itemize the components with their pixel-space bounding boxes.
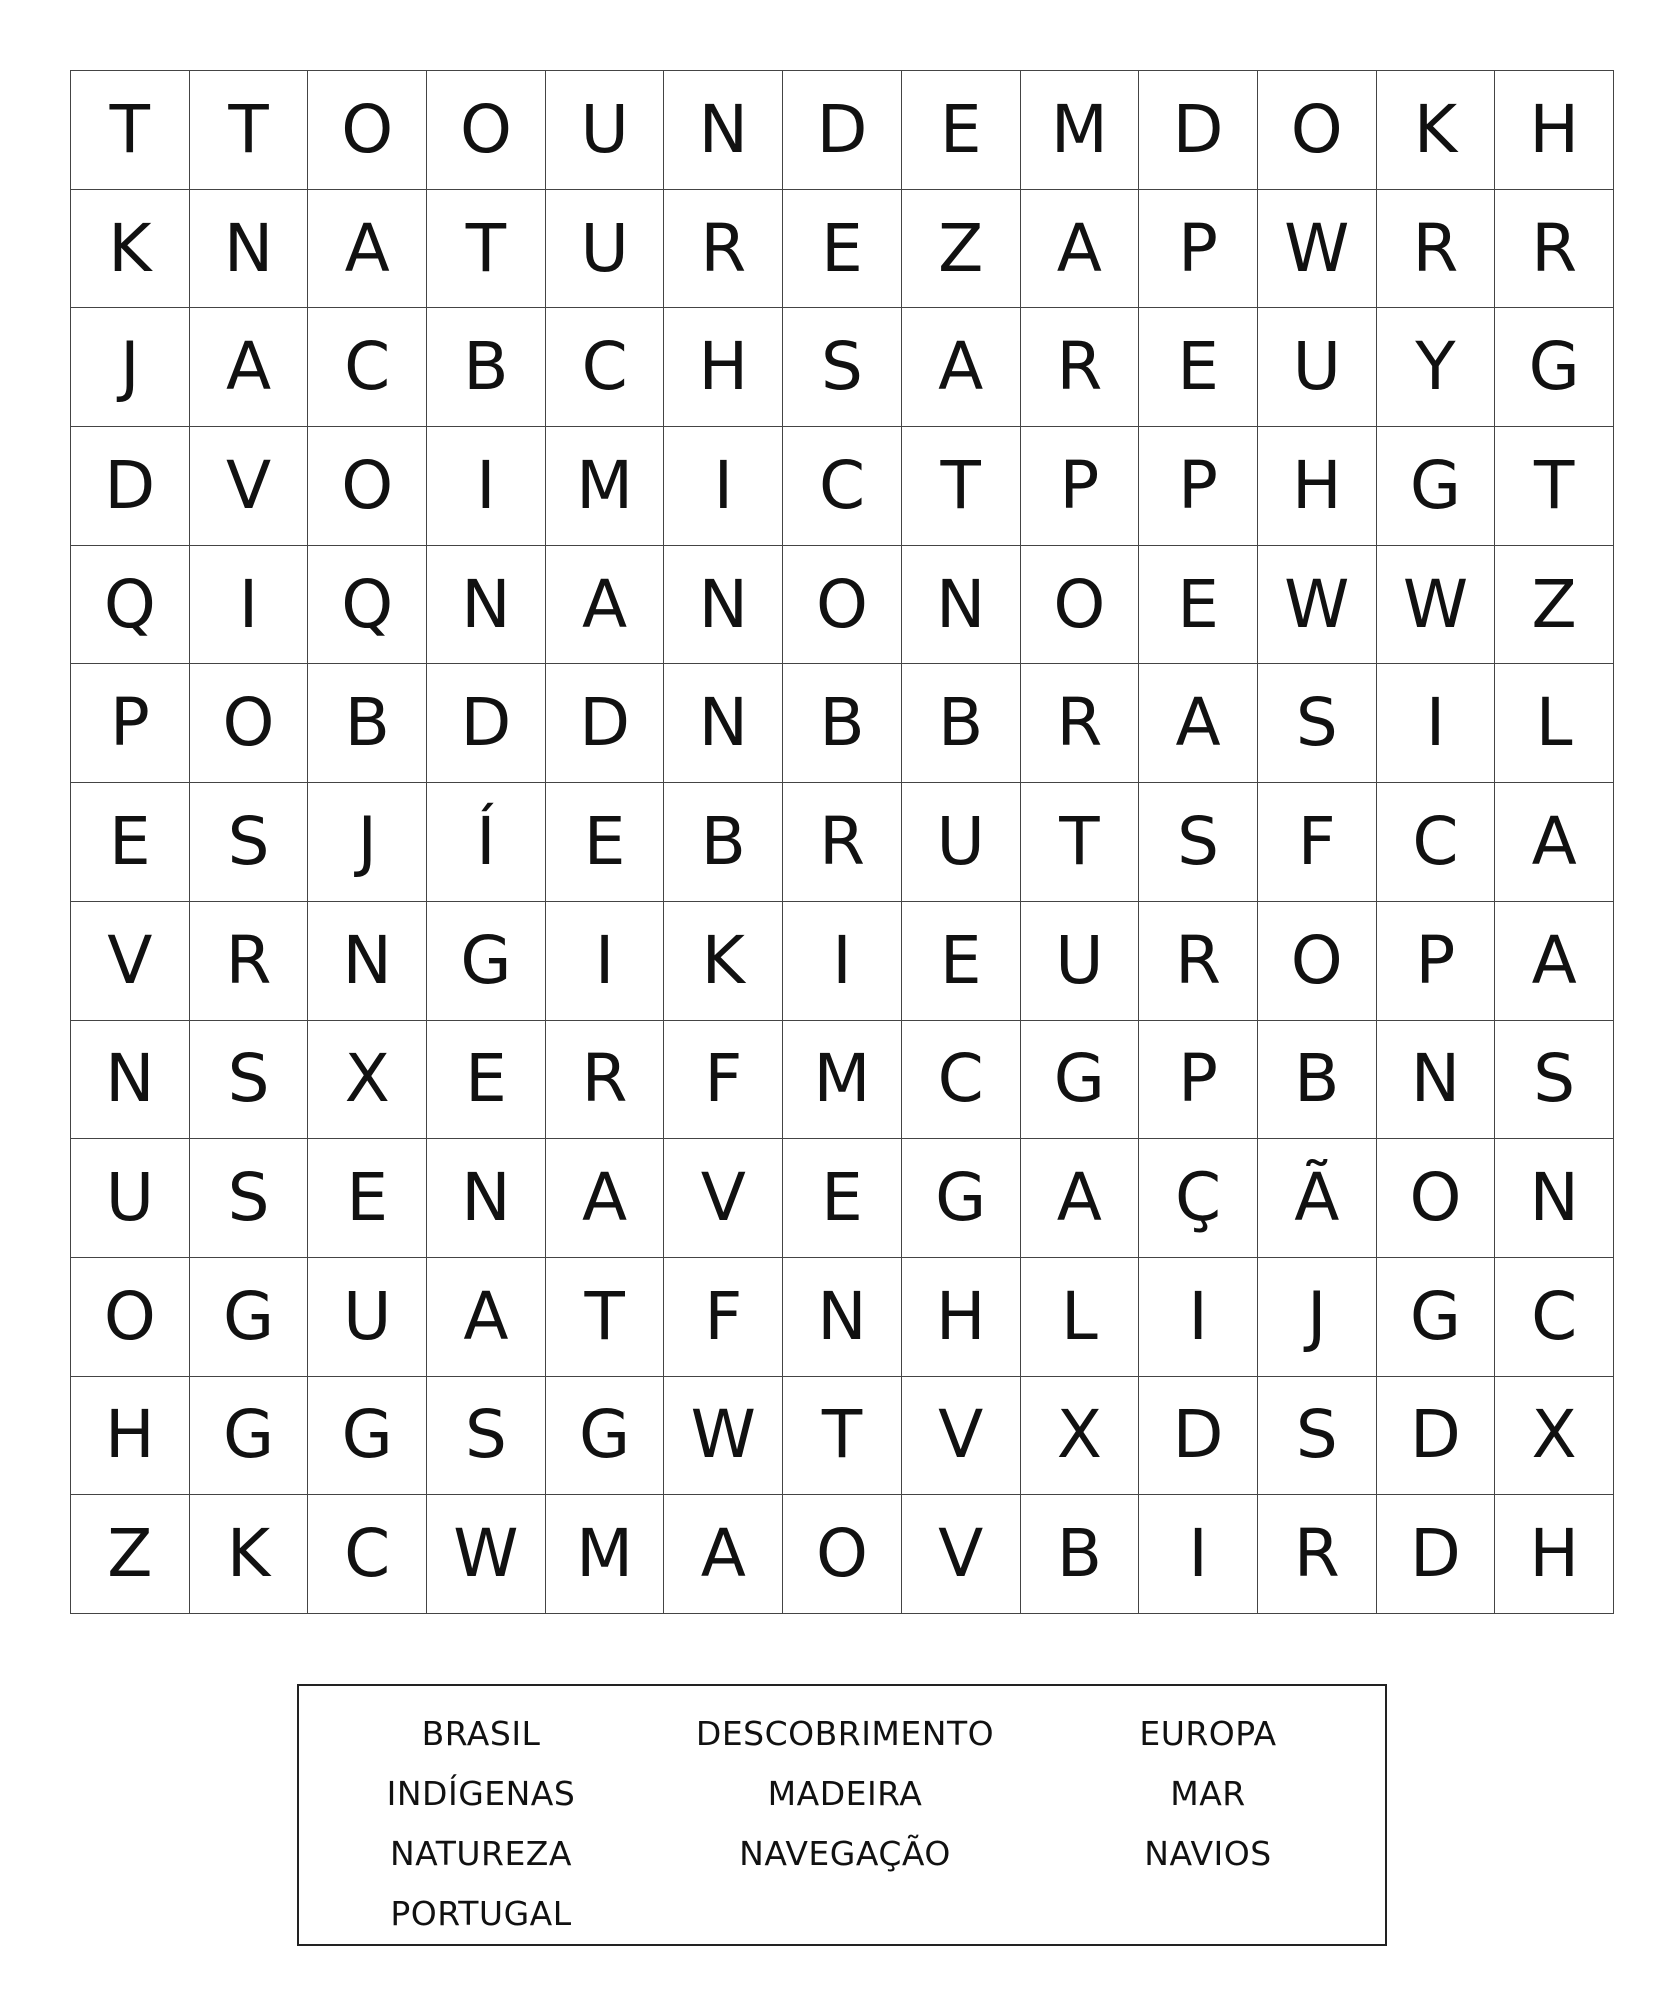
grid-cell[interactable]: S [190, 1139, 309, 1258]
grid-cell[interactable]: C [308, 308, 427, 427]
word-item: BRASIL [421, 1714, 541, 1753]
grid-cell[interactable]: N [664, 71, 783, 190]
grid-cell[interactable]: B [427, 308, 546, 427]
grid-cell[interactable]: C [546, 308, 665, 427]
grid-cell[interactable]: I [783, 902, 902, 1021]
grid-cell[interactable]: C [308, 1495, 427, 1614]
grid-cell[interactable]: B [1021, 1495, 1140, 1614]
grid-cell[interactable]: E [783, 1139, 902, 1258]
grid-cell[interactable]: O [71, 1258, 190, 1377]
grid-cell[interactable]: B [1258, 1021, 1377, 1140]
grid-cell[interactable]: G [902, 1139, 1021, 1258]
grid-cell[interactable]: F [664, 1258, 783, 1377]
grid-cell[interactable]: A [1495, 783, 1614, 902]
grid-cell[interactable]: Q [308, 546, 427, 665]
grid-cell[interactable]: A [1139, 664, 1258, 783]
grid-cell[interactable]: T [902, 427, 1021, 546]
word-item: NAVIOS [1144, 1834, 1272, 1873]
grid-cell[interactable]: S [1495, 1021, 1614, 1140]
grid-cell[interactable]: G [308, 1377, 427, 1496]
grid-cell[interactable]: Z [71, 1495, 190, 1614]
grid-cell[interactable]: U [546, 190, 665, 309]
grid-cell[interactable]: Ã [1258, 1139, 1377, 1258]
grid-cell[interactable]: R [664, 190, 783, 309]
grid-cell[interactable]: N [902, 546, 1021, 665]
grid-cell[interactable]: E [1139, 546, 1258, 665]
grid-cell[interactable]: U [308, 1258, 427, 1377]
grid-cell[interactable]: N [190, 190, 309, 309]
grid-cell[interactable]: T [190, 71, 309, 190]
grid-cell[interactable]: T [1021, 783, 1140, 902]
grid-cell[interactable]: E [308, 1139, 427, 1258]
grid-cell[interactable]: T [783, 1377, 902, 1496]
grid-cell[interactable]: J [71, 308, 190, 427]
grid-cell[interactable]: R [1021, 664, 1140, 783]
grid-cell[interactable]: B [902, 664, 1021, 783]
grid-cell[interactable]: A [1021, 190, 1140, 309]
grid-cell[interactable]: R [1377, 190, 1496, 309]
grid-cell[interactable]: X [308, 1021, 427, 1140]
grid-cell[interactable]: D [427, 664, 546, 783]
grid-cell[interactable]: U [902, 783, 1021, 902]
grid-cell[interactable]: O [1258, 71, 1377, 190]
grid-cell[interactable]: A [1021, 1139, 1140, 1258]
grid-cell[interactable]: A [427, 1258, 546, 1377]
grid-cell[interactable]: A [546, 1139, 665, 1258]
grid-cell[interactable]: S [427, 1377, 546, 1496]
grid-cell[interactable]: F [664, 1021, 783, 1140]
grid-cell[interactable]: N [1377, 1021, 1496, 1140]
grid-cell[interactable]: I [1139, 1495, 1258, 1614]
grid-cell[interactable]: K [1377, 71, 1496, 190]
grid-cell[interactable]: A [308, 190, 427, 309]
grid-cell[interactable]: H [1495, 71, 1614, 190]
grid-cell[interactable]: R [1139, 902, 1258, 1021]
grid-cell[interactable]: G [1377, 1258, 1496, 1377]
grid-cell[interactable]: N [1495, 1139, 1614, 1258]
grid-cell[interactable]: G [190, 1258, 309, 1377]
grid-cell[interactable]: P [71, 664, 190, 783]
grid-cell[interactable]: G [546, 1377, 665, 1496]
word-item: MADEIRA [767, 1774, 923, 1813]
letter-grid [70, 70, 1614, 1614]
grid-cell[interactable]: N [71, 1021, 190, 1140]
grid-cell[interactable]: H [1495, 1495, 1614, 1614]
grid-cell[interactable]: G [1021, 1021, 1140, 1140]
grid-cell[interactable]: B [664, 783, 783, 902]
grid-cell[interactable]: N [783, 1258, 902, 1377]
grid-cell[interactable]: D [71, 427, 190, 546]
grid-cell[interactable]: Z [1495, 546, 1614, 665]
grid-cell[interactable]: I [427, 427, 546, 546]
grid-cell[interactable]: V [902, 1495, 1021, 1614]
grid-cell[interactable]: T [1495, 427, 1614, 546]
grid-cell[interactable]: Q [71, 546, 190, 665]
word-item: EUROPA [1139, 1714, 1277, 1753]
grid-cell[interactable]: O [427, 71, 546, 190]
word-item: NATUREZA [390, 1834, 572, 1873]
word-item: NAVEGAÇÃO [739, 1834, 951, 1873]
grid-cell[interactable]: U [1258, 308, 1377, 427]
grid-cell[interactable]: R [783, 783, 902, 902]
grid-cell[interactable]: K [190, 1495, 309, 1614]
grid-cell[interactable]: A [190, 308, 309, 427]
grid-cell[interactable]: R [546, 1021, 665, 1140]
grid-cell[interactable]: E [546, 783, 665, 902]
grid-cell[interactable]: O [1258, 902, 1377, 1021]
grid-cell[interactable]: D [1139, 1377, 1258, 1496]
grid-cell[interactable]: S [1258, 664, 1377, 783]
grid-cell[interactable]: V [190, 427, 309, 546]
word-item: PORTUGAL [390, 1894, 572, 1933]
grid-cell[interactable]: O [1377, 1139, 1496, 1258]
grid-cell[interactable]: N [427, 1139, 546, 1258]
grid-cell[interactable]: R [190, 902, 309, 1021]
grid-cell[interactable]: Z [902, 190, 1021, 309]
grid-cell[interactable]: G [1377, 427, 1496, 546]
grid-cell[interactable]: X [1495, 1377, 1614, 1496]
grid-cell[interactable]: S [190, 1021, 309, 1140]
grid-cell[interactable]: D [783, 71, 902, 190]
grid-cell[interactable]: H [1258, 427, 1377, 546]
grid-cell[interactable]: W [1258, 546, 1377, 665]
grid-cell[interactable]: M [783, 1021, 902, 1140]
grid-cell[interactable]: W [1377, 546, 1496, 665]
grid-cell[interactable]: I [546, 902, 665, 1021]
word-column-3 [1028, 1704, 1388, 1884]
grid-cell[interactable]: S [783, 308, 902, 427]
grid-cell[interactable]: P [1139, 190, 1258, 309]
grid-cell[interactable]: J [308, 783, 427, 902]
grid-cell[interactable]: U [71, 1139, 190, 1258]
grid-cell[interactable]: F [1258, 783, 1377, 902]
grid-cell[interactable]: W [427, 1495, 546, 1614]
grid-cell[interactable]: P [1139, 427, 1258, 546]
grid-cell[interactable]: Ç [1139, 1139, 1258, 1258]
grid-cell[interactable]: H [664, 308, 783, 427]
grid-cell[interactable]: P [1377, 902, 1496, 1021]
grid-cell[interactable]: D [1139, 71, 1258, 190]
grid-cell[interactable]: E [1139, 308, 1258, 427]
grid-cell[interactable]: M [1021, 71, 1140, 190]
grid-cell[interactable]: N [308, 902, 427, 1021]
word-column-1 [301, 1704, 661, 1944]
grid-cell[interactable]: P [1021, 427, 1140, 546]
grid-cell[interactable]: K [664, 902, 783, 1021]
grid-cell[interactable]: W [664, 1377, 783, 1496]
grid-cell[interactable]: A [1495, 902, 1614, 1021]
grid-cell[interactable]: I [190, 546, 309, 665]
grid-cell[interactable]: R [1258, 1495, 1377, 1614]
grid-cell[interactable]: O [783, 546, 902, 665]
grid-cell[interactable]: R [1495, 190, 1614, 309]
grid-cell[interactable]: B [308, 664, 427, 783]
grid-cell[interactable]: A [664, 1495, 783, 1614]
grid-cell[interactable]: L [1021, 1258, 1140, 1377]
grid-cell[interactable]: X [1021, 1377, 1140, 1496]
grid-cell[interactable]: N [427, 546, 546, 665]
grid-cell[interactable]: B [783, 664, 902, 783]
grid-cell[interactable]: E [902, 71, 1021, 190]
grid-cell[interactable]: D [1377, 1495, 1496, 1614]
grid-cell[interactable]: Y [1377, 308, 1496, 427]
grid-cell[interactable]: I [1377, 664, 1496, 783]
grid-cell[interactable]: G [427, 902, 546, 1021]
grid-cell[interactable]: R [1021, 308, 1140, 427]
grid-cell[interactable]: I [664, 427, 783, 546]
grid-cell[interactable]: J [1258, 1258, 1377, 1377]
grid-cell[interactable]: D [1377, 1377, 1496, 1496]
grid-cell[interactable]: P [1139, 1021, 1258, 1140]
word-item: DESCOBRIMENTO [695, 1714, 995, 1753]
grid-cell[interactable]: T [546, 1258, 665, 1377]
grid-cell[interactable]: O [308, 71, 427, 190]
grid-cell[interactable]: Í [427, 783, 546, 902]
grid-cell[interactable]: N [664, 546, 783, 665]
word-list-box [297, 1684, 1387, 1946]
grid-cell[interactable]: E [71, 783, 190, 902]
grid-cell[interactable]: E [783, 190, 902, 309]
grid-cell[interactable]: T [427, 190, 546, 309]
grid-cell[interactable]: U [546, 71, 665, 190]
grid-cell[interactable]: E [427, 1021, 546, 1140]
grid-cell[interactable]: C [1495, 1258, 1614, 1377]
grid-cell[interactable]: G [190, 1377, 309, 1496]
grid-cell[interactable]: I [1139, 1258, 1258, 1377]
grid-cell[interactable]: O [308, 427, 427, 546]
grid-cell[interactable]: L [1495, 664, 1614, 783]
grid-cell[interactable]: S [1139, 783, 1258, 902]
grid-cell[interactable]: K [71, 190, 190, 309]
word-column-2 [665, 1704, 1025, 1884]
grid-cell[interactable]: D [546, 664, 665, 783]
grid-cell[interactable]: S [1258, 1377, 1377, 1496]
word-item: INDÍGENAS [386, 1774, 576, 1813]
grid-cell[interactable]: N [664, 664, 783, 783]
grid-cell[interactable]: M [546, 1495, 665, 1614]
grid-cell[interactable]: S [190, 783, 309, 902]
grid-cell[interactable]: C [783, 427, 902, 546]
grid-cell[interactable]: V [71, 902, 190, 1021]
grid-cell[interactable]: H [902, 1258, 1021, 1377]
grid-cell[interactable]: M [546, 427, 665, 546]
grid-cell[interactable]: V [902, 1377, 1021, 1496]
grid-cell[interactable]: C [1377, 783, 1496, 902]
grid-cell[interactable]: W [1258, 190, 1377, 309]
word-item: MAR [1170, 1774, 1246, 1813]
grid-cell[interactable]: A [546, 546, 665, 665]
grid-cell[interactable]: V [664, 1139, 783, 1258]
grid-cell[interactable]: G [1495, 308, 1614, 427]
grid-cell[interactable]: U [1021, 902, 1140, 1021]
grid-cell[interactable]: H [71, 1377, 190, 1496]
grid-cell[interactable]: C [902, 1021, 1021, 1140]
grid-cell[interactable]: O [1021, 546, 1140, 665]
grid-cell[interactable]: T [71, 71, 190, 190]
grid-cell[interactable]: O [783, 1495, 902, 1614]
grid-cell[interactable]: O [190, 664, 309, 783]
grid-cell[interactable]: A [902, 308, 1021, 427]
grid-cell[interactable]: E [902, 902, 1021, 1021]
